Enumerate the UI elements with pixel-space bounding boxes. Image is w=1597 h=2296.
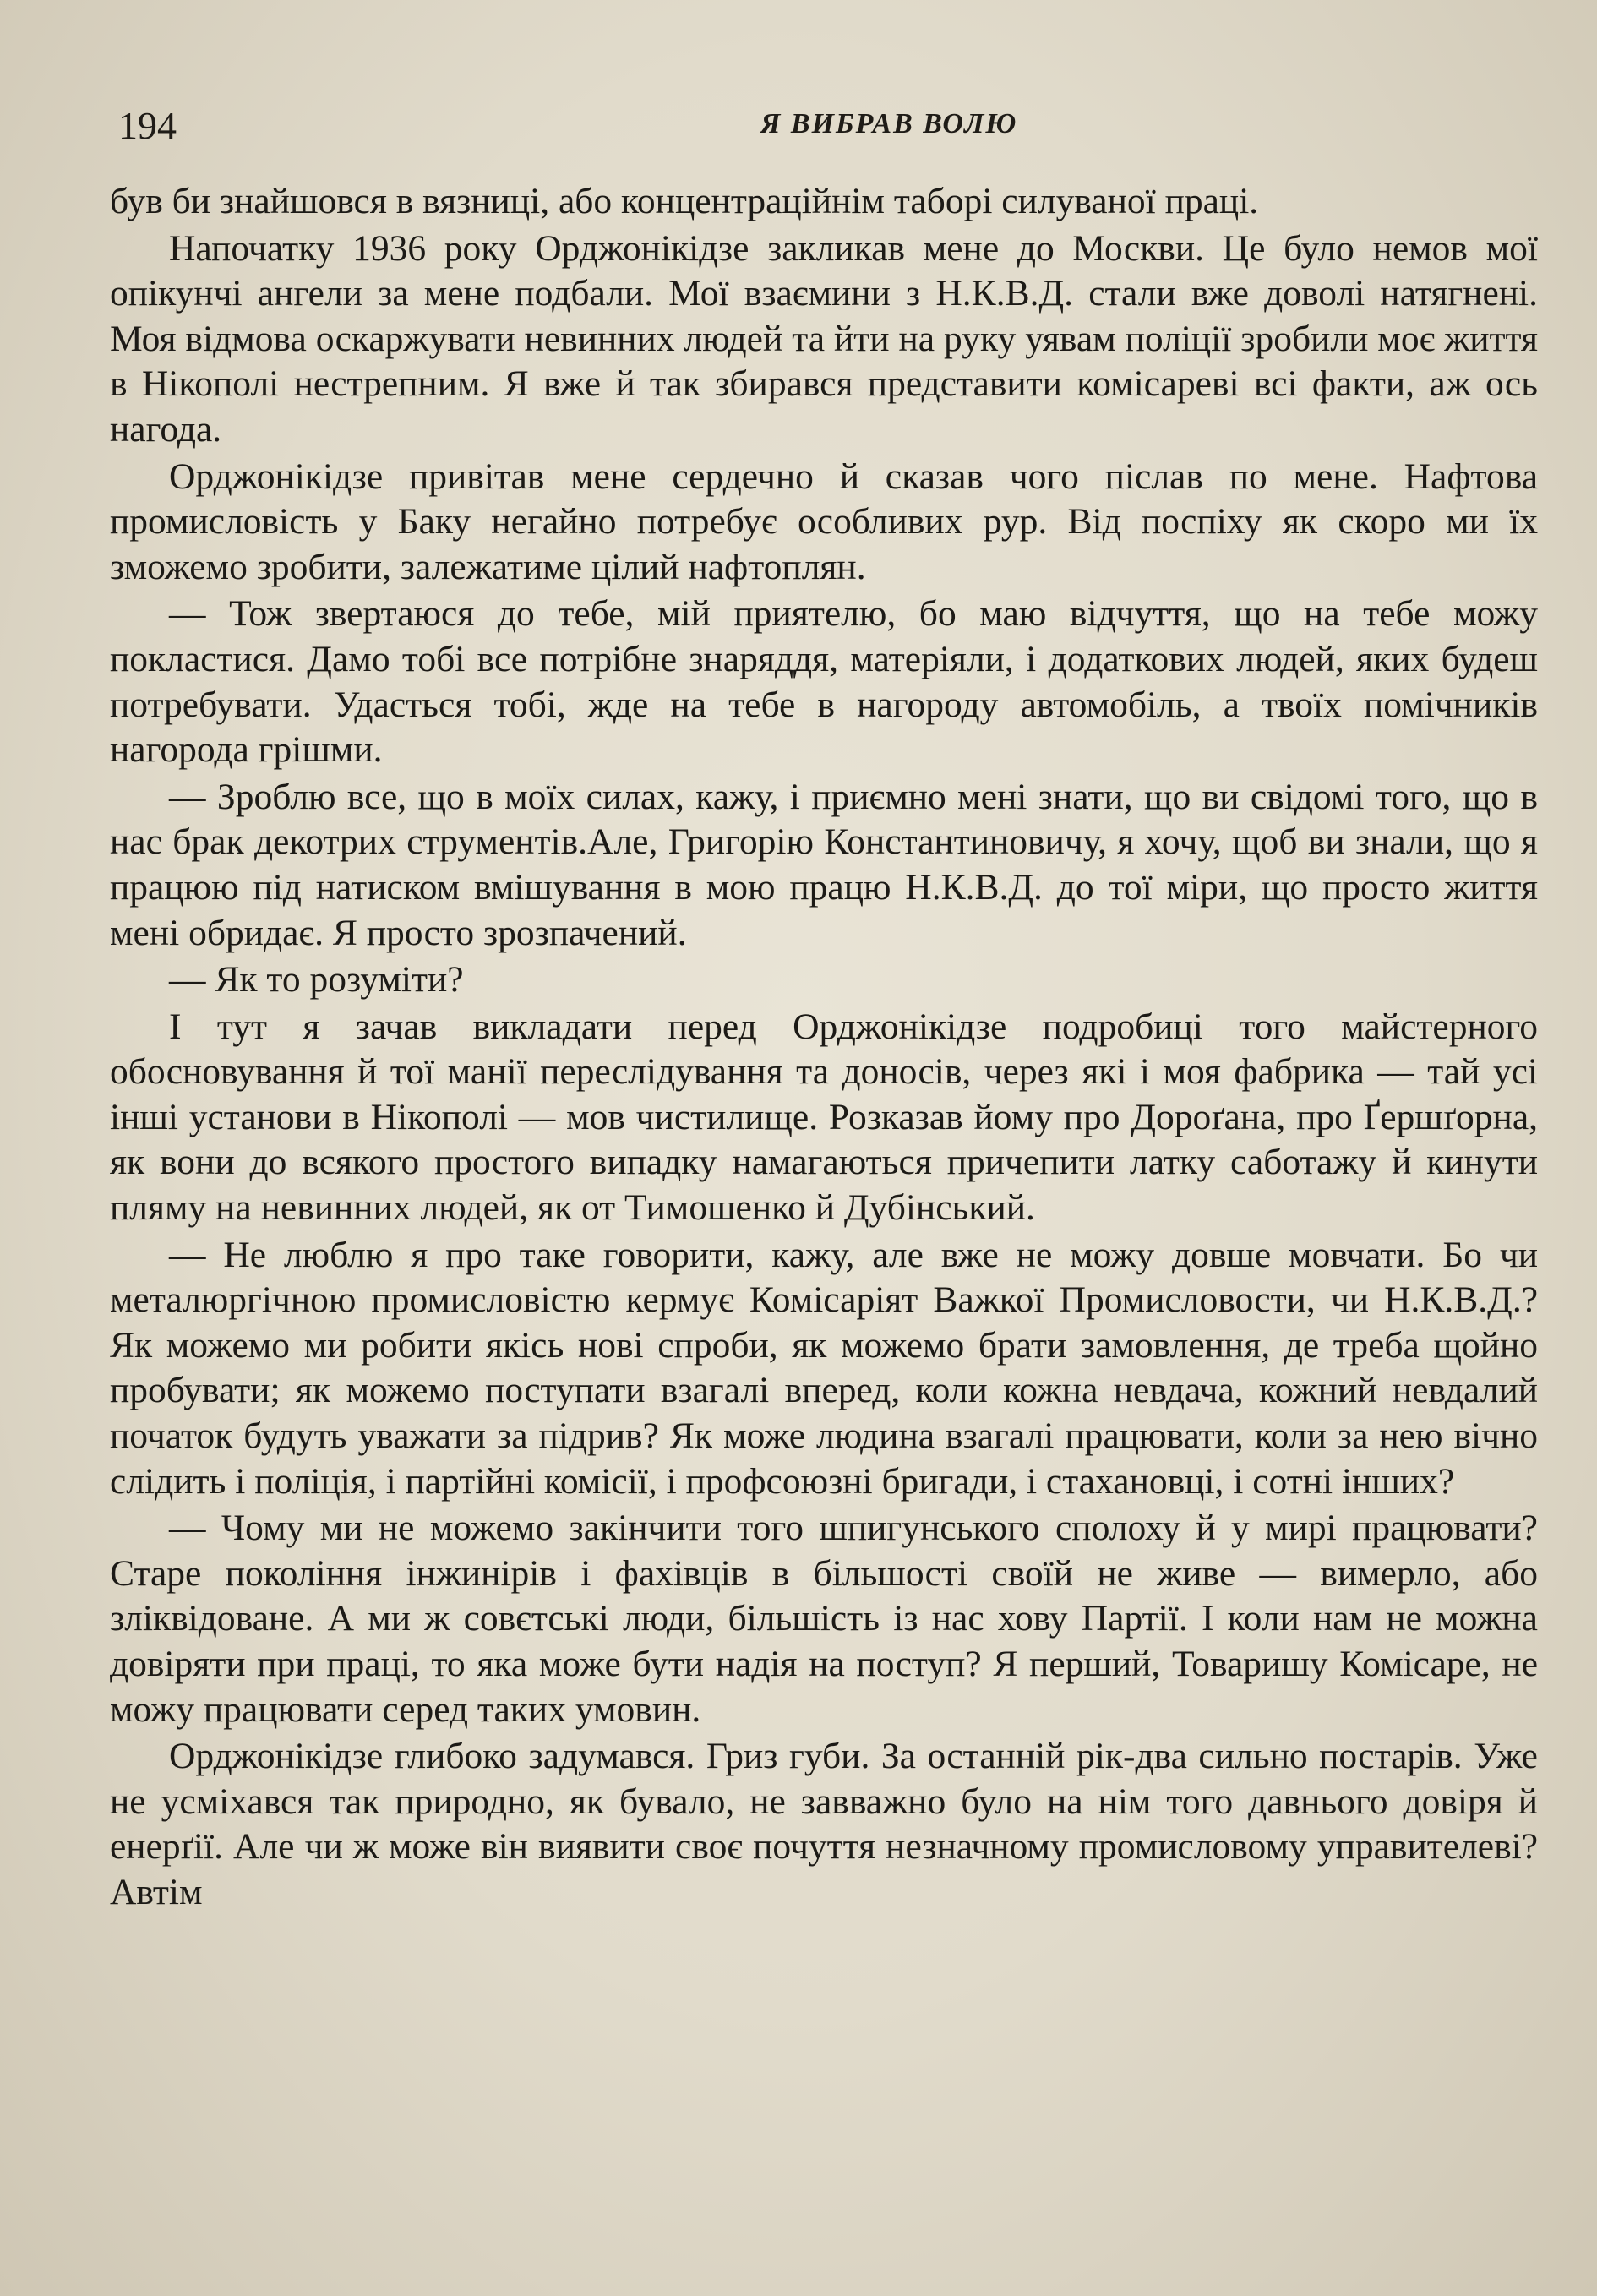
paragraph: — Зроблю все, що в моїх силах, кажу, і приємно мені знати, що ви свідомі того, що в нас брак декотрих струментів.Але, Григорію Константиновичу, я хочу, щоб ви знали, що я працюю під натиском вмішування в мою працю Н.К.В.Д. до тої міри, що просто життя мені обридає. Я просто зрозпачений.	[110, 776, 1538, 953]
paragraph: був би знайшовся в вязниці, або концентраційнім таборі силуваної праці.	[110, 181, 1259, 221]
running-title: Я ВИБРАВ ВОЛЮ	[760, 108, 1018, 139]
paragraph: Орджонікідзе глибоко задумався. Гриз губи. За останній рік-два сильно постарів. Уже не усміхався так природно, як бувало, не завважно було на нім того давнього довіря й енерґії. Але чи ж може він виявити своє почуття незначному промисловому управителеві? Автім	[110, 1736, 1538, 1912]
paragraph: — Тож звертаюся до тебе, мій приятелю, бо маю відчуття, що на тебе можу покластися. Дамо тобі все потрібне знаряддя, матеріяли, і додаткових людей, яких будеш потребувати. Удасться тобі, жде на тебе в нагороду автомобіль, а твоїх помічників нагорода грішми.	[110, 593, 1538, 771]
page-number: 194	[118, 104, 177, 147]
paragraph: І тут я зачав викладати перед Орджонікідзе подробиці того майстерного обосновування й тої манії переслідування та доносів, через які і моя фабрика — тай усі інші установи в Нікополі — мов чистилище. Розказав йому про Дороґана, про Ґершґорна, як вони до всякого простого випадку намагаються причепити латку саботажу й кинути пляму на невинних людей, як от Тимошенко й Дубінський.	[110, 1006, 1538, 1229]
paragraph: Напочатку 1936 року Орджонікідзе закликав мене до Москви. Це було немов мої опікунчі ангели за мене подбали. Мої взаємини з Н.К.В.Д. стали вже доволі натягнені. Моя відмова оскаржувати невинних людей та йти на руку уявам поліції зробили моє життя в Нікополі нестрепним. Я вже й так збирався представити комісареві всі факти, аж ось нагода.	[110, 227, 1538, 450]
paragraph: — Не люблю я про таке говорити, кажу, але вже не можу довше мовчати. Бо чи металюргічною промисловістю кермує Комісаріят Важкої Промисловости, чи Н.К.В.Д.? Як можемо ми робити якісь нові спроби, як можемо брати замовлення, де треба щойно пробувати; як можемо поступати взагалі вперед, коли кожна невдача, кожний невдалий початок будуть уважати за підрив? Як може людина взагалі працювати, коли за нею вічно слідить і поліція, і партійні комісії, і профсоюзні бригади, і стахановці, і сотні інших?	[110, 1234, 1538, 1502]
paragraph: — Чому ми не можемо закінчити того шпигунського сполоху й у мирі працювати? Старе покоління інжинірів і фахівців в більшості своїй не живе — вимерло, або зліквідоване. А ми ж совєтські люди, більшість із нас хову Партії. І коли нам не можна довіряти при праці, то яка може бути надія на поступ? Я перший, Товаришу Комісаре, не можу працювати серед таких умовин.	[110, 1508, 1538, 1730]
paragraph: — Як то розуміти?	[169, 959, 464, 1001]
page-header	[118, 103, 1538, 154]
body-text	[110, 179, 1538, 1916]
paragraph: Орджонікідзе привітав мене сердечно й сказав чого післав по мене. Нафтова промисловість у Баку негайно потребує особливих рур. Від поспіху як скоро ми їх зможемо зробити, залежатиме цілий нафтоплян.	[110, 455, 1538, 587]
